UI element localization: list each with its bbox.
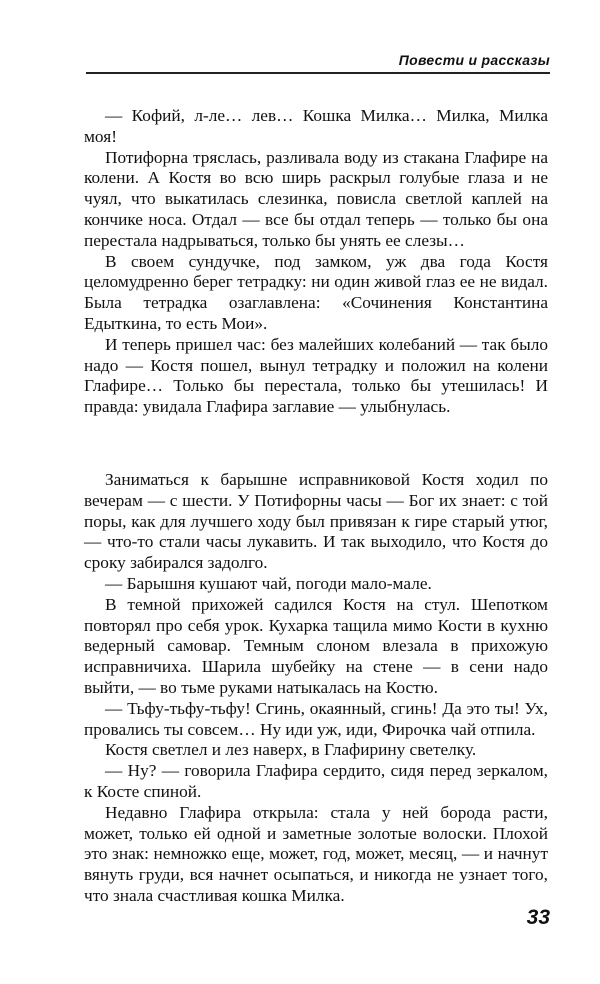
paragraph: — Барышня кушают чай, погоди мало-мале.	[105, 573, 432, 593]
running-header	[86, 50, 550, 74]
page-number: 33	[526, 906, 550, 929]
paragraph: — Тьфу-тьфу-тьфу! Сгинь, окаянный, сгинь! Да это ты! Ух, провались ты совсем… Ну иди уж, иди, Фирочка чай отпила.	[84, 698, 548, 739]
text-section-2	[84, 470, 548, 907]
paragraph: Костя светлел и лез наверх, в Глафирину светелку.	[105, 740, 477, 760]
paragraph: — Кофий, л-ле… лев… Кошка Милка… Милка, Милка моя!	[84, 106, 548, 146]
paragraph: В темной прихожей садился Костя на стул. Шепотком повторял про себя урок. Кухарка тащила мимо Кости в кухню ведерный самовар. Темным слоном влезала в прихожую исправничиха. Шарила шубейку на стене — в сени надо выйти, — во тьме руками натыкалась на Костю.	[84, 594, 548, 697]
text-section-1	[84, 106, 548, 418]
paragraph: Недавно Глафира открыла: стала у ней борода расти, может, только ей одной и заметные золотые волоски. Плохой это знак: немножко еще, может, год, может, месяц, — и начнут вянуть груди, вся начнет осыпаться, и никогда не узнает того, что знала счастливая кошка Милка.	[84, 802, 548, 905]
paragraph: Заниматься к барышне исправниковой Костя ходил по вечерам — с шести. У Потифорны часы — Бог их знает: с той поры, как для лучшего ходу был привязан к гире старый утюг, — что-то стали часы лукавить. И так выходило, что Костя до сроку забирался задолго.	[84, 470, 548, 573]
paragraph: В своем сундучке, под замком, уж два года Костя целомудренно берег тетрадку: ни один живой глаз ее не видал. Была тетрадка озаглавлена: «Сочинения Константина Едыткина, то есть Мои».	[84, 251, 548, 333]
paragraph: — Ну? — говорила Глафира сердито, сидя перед зеркалом, к Косте спиной.	[84, 761, 548, 801]
paragraph: Потифорна тряслась, разливала воду из стакана Глафире на колени. А Костя во всю ширь раскрыл голубые глаза и не чуял, что выкатилась слезинка, повисла светлой каплей на кончике носа. Отдал — все бы отдал теперь — только бы она перестала надрываться, только бы унять ее слезы…	[84, 147, 548, 250]
paragraph: И теперь пришел час: без малейших колебаний — так было надо — Костя пошел, вынул тетрадку и положил на колени Глафире… Только бы перестала, только бы утешилась! И правда: увидала Глафира заглавие — улыбнулась.	[84, 334, 548, 417]
running-title: Повести и рассказы	[398, 52, 550, 68]
